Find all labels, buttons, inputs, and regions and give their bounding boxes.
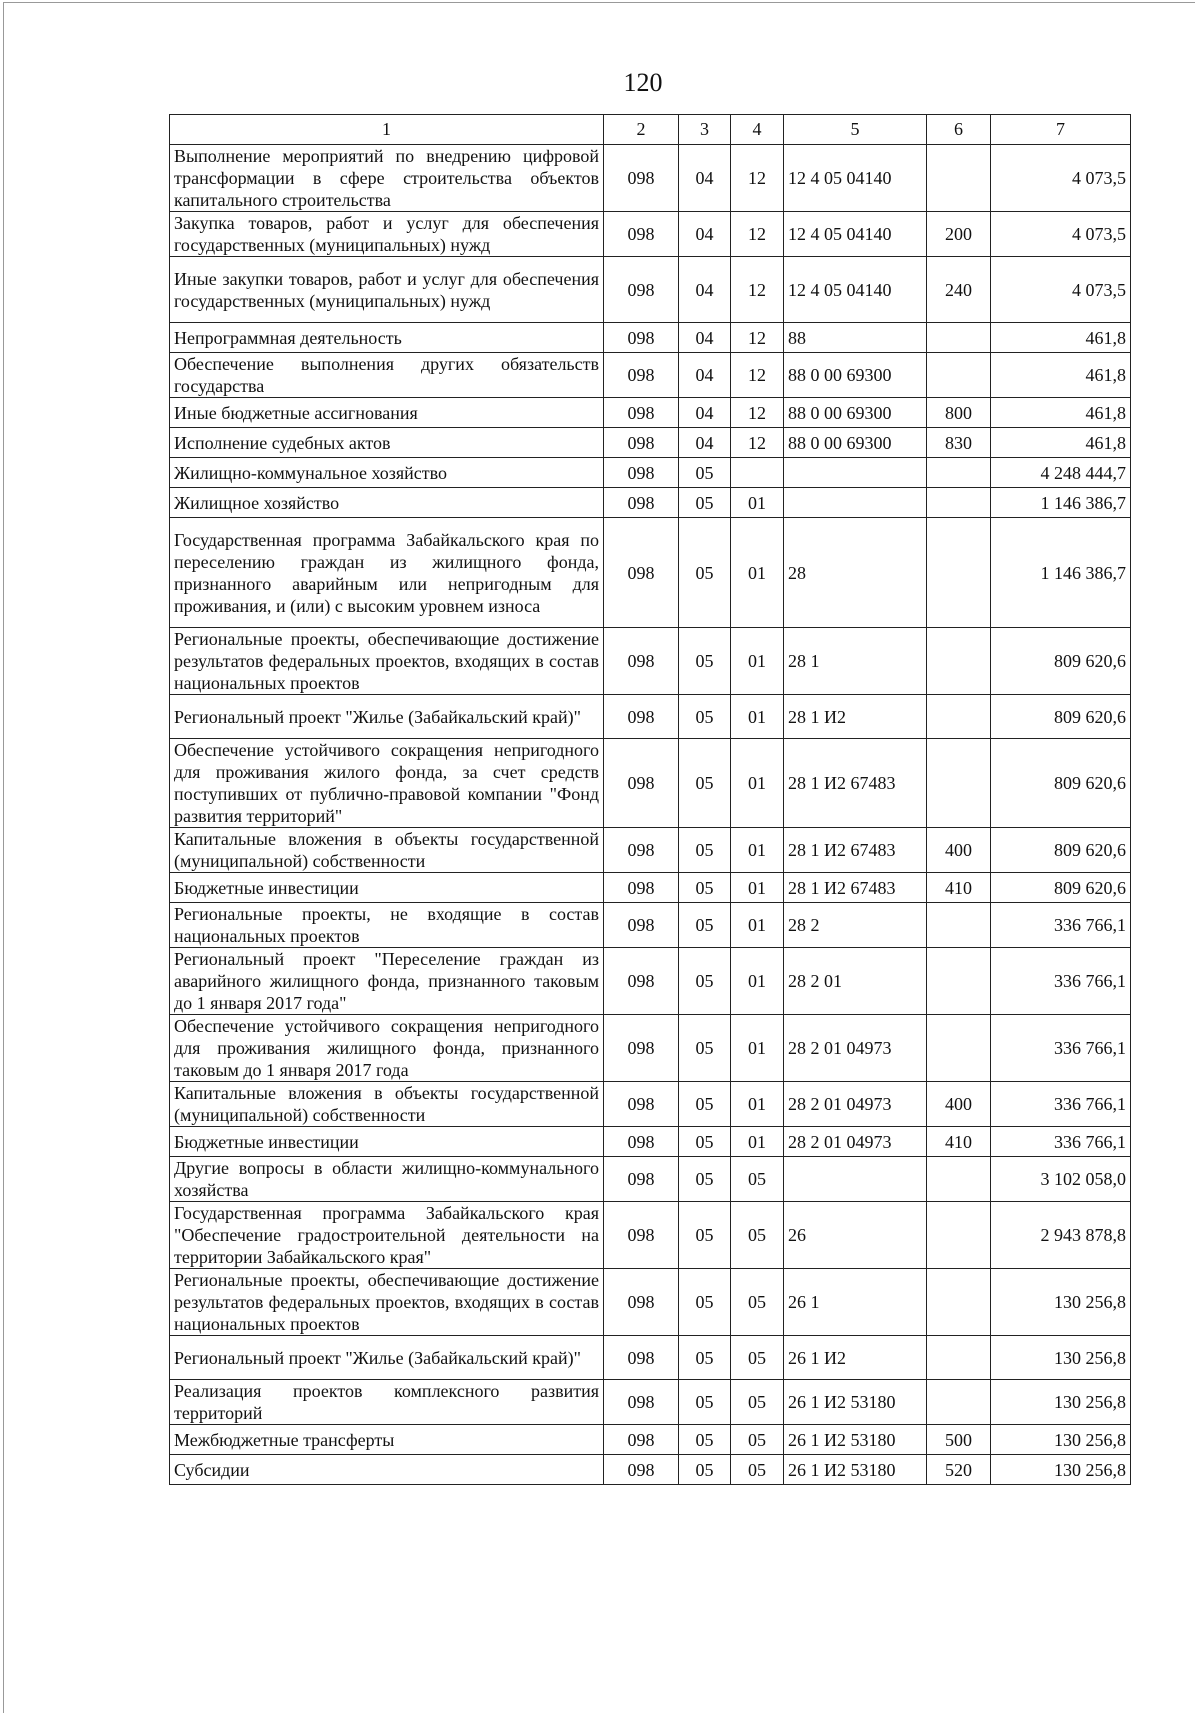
cell-expense-type: 520: [927, 1455, 991, 1485]
cell-section: 05: [679, 1202, 731, 1269]
cell-amount: 809 620,6: [991, 695, 1131, 739]
cell-name: Непрограммная деятельность: [170, 323, 604, 353]
cell-amount: 2 943 878,8: [991, 1202, 1131, 1269]
cell-subsection: 01: [731, 903, 784, 948]
cell-amount: 336 766,1: [991, 1082, 1131, 1127]
col-header-name: 1: [170, 115, 604, 145]
cell-admin-code: 098: [604, 353, 679, 398]
cell-target-article: 28 2: [784, 903, 927, 948]
cell-target-article: 28 2 01 04973: [784, 1015, 927, 1082]
cell-name: Региональные проекты, не входящие в состав национальных проектов: [170, 903, 604, 948]
cell-name: Реализация проектов комплексного развития территорий: [170, 1380, 604, 1425]
cell-admin-code: 098: [604, 1015, 679, 1082]
cell-target-article: 12 4 05 04140: [784, 212, 927, 257]
cell-admin-code: 098: [604, 145, 679, 212]
cell-subsection: 12: [731, 145, 784, 212]
cell-target-article: 26 1 И2 53180: [784, 1455, 927, 1485]
cell-target-article: 28: [784, 518, 927, 628]
cell-amount: 4 073,5: [991, 145, 1131, 212]
cell-name: Бюджетные инвестиции: [170, 873, 604, 903]
cell-target-article: 12 4 05 04140: [784, 257, 927, 323]
cell-amount: 336 766,1: [991, 1127, 1131, 1157]
cell-subsection: 12: [731, 212, 784, 257]
cell-target-article: [784, 1157, 927, 1202]
cell-expense-type: [927, 458, 991, 488]
cell-name: Другие вопросы в области жилищно-коммунального хозяйства: [170, 1157, 604, 1202]
table-row: [170, 458, 1131, 488]
cell-section: 05: [679, 1455, 731, 1485]
table-row: [170, 1015, 1131, 1082]
cell-subsection: 01: [731, 518, 784, 628]
cell-admin-code: 098: [604, 458, 679, 488]
cell-expense-type: [927, 903, 991, 948]
table-row: [170, 428, 1131, 458]
cell-name: Региональные проекты, обеспечивающие достижение результатов федеральных проектов, входящих в состав национальных проектов: [170, 1269, 604, 1336]
cell-admin-code: 098: [604, 1455, 679, 1485]
cell-name: Обеспечение устойчивого сокращения непригодного для проживания жилищного фонда, признанного таковым до 1 января 2017 года: [170, 1015, 604, 1082]
cell-amount: 130 256,8: [991, 1336, 1131, 1380]
cell-target-article: 26 1 И2 53180: [784, 1425, 927, 1455]
cell-target-article: 88: [784, 323, 927, 353]
cell-section: 04: [679, 257, 731, 323]
cell-expense-type: 830: [927, 428, 991, 458]
cell-section: 04: [679, 323, 731, 353]
cell-name: Субсидии: [170, 1455, 604, 1485]
cell-name: Региональные проекты, обеспечивающие достижение результатов федеральных проектов, входящих в состав национальных проектов: [170, 628, 604, 695]
cell-subsection: 01: [731, 828, 784, 873]
cell-subsection: 01: [731, 873, 784, 903]
cell-section: 05: [679, 1015, 731, 1082]
cell-subsection: 05: [731, 1157, 784, 1202]
cell-amount: 809 620,6: [991, 739, 1131, 828]
cell-target-article: 28 1 И2: [784, 695, 927, 739]
cell-expense-type: [927, 628, 991, 695]
cell-section: 05: [679, 458, 731, 488]
table-row: [170, 873, 1131, 903]
cell-target-article: 28 2 01 04973: [784, 1127, 927, 1157]
cell-target-article: 26 1 И2 53180: [784, 1380, 927, 1425]
col-header-4: 4: [731, 115, 784, 145]
cell-section: 05: [679, 948, 731, 1015]
cell-amount: 130 256,8: [991, 1380, 1131, 1425]
cell-admin-code: 098: [604, 695, 679, 739]
cell-admin-code: 098: [604, 323, 679, 353]
table-row: [170, 903, 1131, 948]
table-row: [170, 948, 1131, 1015]
cell-section: 05: [679, 873, 731, 903]
cell-section: 05: [679, 1082, 731, 1127]
col-header-7: 7: [991, 115, 1131, 145]
cell-expense-type: [927, 353, 991, 398]
cell-subsection: 01: [731, 1082, 784, 1127]
cell-section: 05: [679, 739, 731, 828]
cell-target-article: 28 1 И2 67483: [784, 739, 927, 828]
cell-name: Выполнение мероприятий по внедрению цифровой трансформации в сфере строительства объектов капитального строительства: [170, 145, 604, 212]
cell-target-article: 26 1: [784, 1269, 927, 1336]
cell-amount: 4 073,5: [991, 212, 1131, 257]
col-header-2: 2: [604, 115, 679, 145]
cell-name: Межбюджетные трансферты: [170, 1425, 604, 1455]
cell-name: Жилищно-коммунальное хозяйство: [170, 458, 604, 488]
cell-subsection: 01: [731, 628, 784, 695]
table-row: [170, 1082, 1131, 1127]
cell-expense-type: [927, 948, 991, 1015]
cell-admin-code: 098: [604, 212, 679, 257]
cell-amount: 461,8: [991, 323, 1131, 353]
cell-name: Региональный проект "Жилье (Забайкальский край)": [170, 1336, 604, 1380]
cell-target-article: 28 2 01 04973: [784, 1082, 927, 1127]
cell-amount: 4 073,5: [991, 257, 1131, 323]
cell-admin-code: 098: [604, 398, 679, 428]
cell-section: 05: [679, 518, 731, 628]
cell-name: Жилищное хозяйство: [170, 488, 604, 518]
cell-expense-type: 240: [927, 257, 991, 323]
cell-amount: 3 102 058,0: [991, 1157, 1131, 1202]
cell-subsection: 05: [731, 1455, 784, 1485]
cell-name: Иные закупки товаров, работ и услуг для обеспечения государственных (муниципальных) нужд: [170, 257, 604, 323]
cell-expense-type: 500: [927, 1425, 991, 1455]
table-row: [170, 212, 1131, 257]
table-row: [170, 1425, 1131, 1455]
cell-name: Капитальные вложения в объекты государственной (муниципальной) собственности: [170, 828, 604, 873]
cell-amount: 336 766,1: [991, 1015, 1131, 1082]
table-row: [170, 353, 1131, 398]
cell-name: Региональный проект "Жилье (Забайкальский край)": [170, 695, 604, 739]
table-row: [170, 145, 1131, 212]
table-row: [170, 1336, 1131, 1380]
table-row: [170, 628, 1131, 695]
page-number: 120: [623, 68, 663, 97]
cell-subsection: 05: [731, 1269, 784, 1336]
cell-expense-type: [927, 1157, 991, 1202]
cell-expense-type: 410: [927, 873, 991, 903]
cell-name: Государственная программа Забайкальского края по переселению граждан из жилищного фонда, признанного аварийным или непригодным для проживания, и (или) с высоким уровнем износа: [170, 518, 604, 628]
cell-admin-code: 098: [604, 903, 679, 948]
cell-target-article: 88 0 00 69300: [784, 428, 927, 458]
cell-name: Иные бюджетные ассигнования: [170, 398, 604, 428]
cell-target-article: 28 1 И2 67483: [784, 873, 927, 903]
cell-section: 05: [679, 828, 731, 873]
cell-expense-type: [927, 323, 991, 353]
cell-section: 05: [679, 1127, 731, 1157]
cell-target-article: 26 1 И2: [784, 1336, 927, 1380]
col-header-5: 5: [784, 115, 927, 145]
cell-admin-code: 098: [604, 1380, 679, 1425]
cell-subsection: 12: [731, 428, 784, 458]
cell-section: 05: [679, 1269, 731, 1336]
cell-admin-code: 098: [604, 628, 679, 695]
cell-section: 05: [679, 488, 731, 518]
cell-admin-code: 098: [604, 428, 679, 458]
cell-name: Бюджетные инвестиции: [170, 1127, 604, 1157]
cell-expense-type: [927, 1015, 991, 1082]
cell-admin-code: 098: [604, 873, 679, 903]
cell-subsection: 12: [731, 353, 784, 398]
cell-amount: 1 146 386,7: [991, 488, 1131, 518]
cell-amount: 809 620,6: [991, 828, 1131, 873]
table-row: [170, 1269, 1131, 1336]
cell-admin-code: 098: [604, 1127, 679, 1157]
cell-amount: 130 256,8: [991, 1425, 1131, 1455]
cell-target-article: 26: [784, 1202, 927, 1269]
cell-name: Государственная программа Забайкальского края "Обеспечение градостроительной деятельности на территории Забайкальского края": [170, 1202, 604, 1269]
cell-section: 04: [679, 145, 731, 212]
cell-amount: 461,8: [991, 428, 1131, 458]
table-row: [170, 488, 1131, 518]
cell-expense-type: 200: [927, 212, 991, 257]
cell-subsection: 12: [731, 398, 784, 428]
cell-amount: 809 620,6: [991, 873, 1131, 903]
table-row: [170, 1127, 1131, 1157]
table-row: [170, 1380, 1131, 1425]
cell-subsection: 05: [731, 1336, 784, 1380]
cell-target-article: 28 2 01: [784, 948, 927, 1015]
cell-subsection: 05: [731, 1202, 784, 1269]
table-row: [170, 695, 1131, 739]
cell-target-article: 28 1: [784, 628, 927, 695]
table-row: [170, 1202, 1131, 1269]
cell-expense-type: [927, 1269, 991, 1336]
cell-amount: 809 620,6: [991, 628, 1131, 695]
cell-section: 05: [679, 903, 731, 948]
cell-target-article: 88 0 00 69300: [784, 398, 927, 428]
cell-admin-code: 098: [604, 257, 679, 323]
cell-expense-type: [927, 1380, 991, 1425]
cell-section: 04: [679, 353, 731, 398]
cell-admin-code: 098: [604, 1157, 679, 1202]
table-row: [170, 1157, 1131, 1202]
cell-target-article: 88 0 00 69300: [784, 353, 927, 398]
cell-expense-type: 400: [927, 828, 991, 873]
budget-table: [169, 114, 1131, 1485]
cell-section: 05: [679, 1380, 731, 1425]
cell-subsection: 01: [731, 948, 784, 1015]
cell-section: 04: [679, 398, 731, 428]
cell-admin-code: 098: [604, 1082, 679, 1127]
table-row: [170, 828, 1131, 873]
cell-section: 04: [679, 428, 731, 458]
cell-section: 05: [679, 1336, 731, 1380]
cell-target-article: 28 1 И2 67483: [784, 828, 927, 873]
cell-expense-type: [927, 145, 991, 212]
cell-admin-code: 098: [604, 1202, 679, 1269]
cell-subsection: 12: [731, 257, 784, 323]
cell-section: 04: [679, 212, 731, 257]
cell-name: Закупка товаров, работ и услуг для обеспечения государственных (муниципальных) нужд: [170, 212, 604, 257]
cell-amount: 336 766,1: [991, 903, 1131, 948]
table-row: [170, 323, 1131, 353]
cell-admin-code: 098: [604, 828, 679, 873]
cell-target-article: 12 4 05 04140: [784, 145, 927, 212]
table-row: [170, 739, 1131, 828]
table-row: [170, 1455, 1131, 1485]
cell-subsection: 12: [731, 323, 784, 353]
cell-expense-type: [927, 1202, 991, 1269]
cell-amount: 1 146 386,7: [991, 518, 1131, 628]
col-header-6: 6: [927, 115, 991, 145]
cell-target-article: [784, 488, 927, 518]
cell-section: 05: [679, 628, 731, 695]
cell-expense-type: [927, 488, 991, 518]
cell-subsection: 05: [731, 1380, 784, 1425]
cell-subsection: 01: [731, 1127, 784, 1157]
cell-name: Исполнение судебных актов: [170, 428, 604, 458]
cell-expense-type: [927, 518, 991, 628]
cell-subsection: 05: [731, 1425, 784, 1455]
cell-amount: 130 256,8: [991, 1455, 1131, 1485]
cell-name: Региональный проект "Переселение граждан из аварийного жилищного фонда, признанного таковым до 1 января 2017 года": [170, 948, 604, 1015]
cell-section: 05: [679, 1157, 731, 1202]
col-header-3: 3: [679, 115, 731, 145]
cell-name: Капитальные вложения в объекты государственной (муниципальной) собственности: [170, 1082, 604, 1127]
cell-amount: 461,8: [991, 353, 1131, 398]
table-row: [170, 257, 1131, 323]
cell-expense-type: 410: [927, 1127, 991, 1157]
cell-admin-code: 098: [604, 488, 679, 518]
cell-amount: 4 248 444,7: [991, 458, 1131, 488]
cell-target-article: [784, 458, 927, 488]
cell-name: Обеспечение устойчивого сокращения непригодного для проживания жилого фонда, за счет средств поступивших от публично-правовой компании "Фонд развития территорий": [170, 739, 604, 828]
cell-expense-type: [927, 695, 991, 739]
table-row: [170, 518, 1131, 628]
cell-subsection: 01: [731, 739, 784, 828]
cell-expense-type: 400: [927, 1082, 991, 1127]
cell-subsection: 01: [731, 695, 784, 739]
cell-admin-code: 098: [604, 518, 679, 628]
cell-amount: 336 766,1: [991, 948, 1131, 1015]
cell-amount: 130 256,8: [991, 1269, 1131, 1336]
cell-expense-type: [927, 1336, 991, 1380]
cell-admin-code: 098: [604, 948, 679, 1015]
cell-section: 05: [679, 1425, 731, 1455]
cell-amount: 461,8: [991, 398, 1131, 428]
cell-section: 05: [679, 695, 731, 739]
cell-expense-type: 800: [927, 398, 991, 428]
cell-admin-code: 098: [604, 739, 679, 828]
cell-subsection: [731, 458, 784, 488]
table-row: [170, 398, 1131, 428]
cell-name: Обеспечение выполнения других обязательств государства: [170, 353, 604, 398]
cell-subsection: 01: [731, 488, 784, 518]
cell-expense-type: [927, 739, 991, 828]
cell-subsection: 01: [731, 1015, 784, 1082]
header-row: [170, 115, 1131, 145]
cell-admin-code: 098: [604, 1425, 679, 1455]
cell-admin-code: 098: [604, 1269, 679, 1336]
cell-admin-code: 098: [604, 1336, 679, 1380]
